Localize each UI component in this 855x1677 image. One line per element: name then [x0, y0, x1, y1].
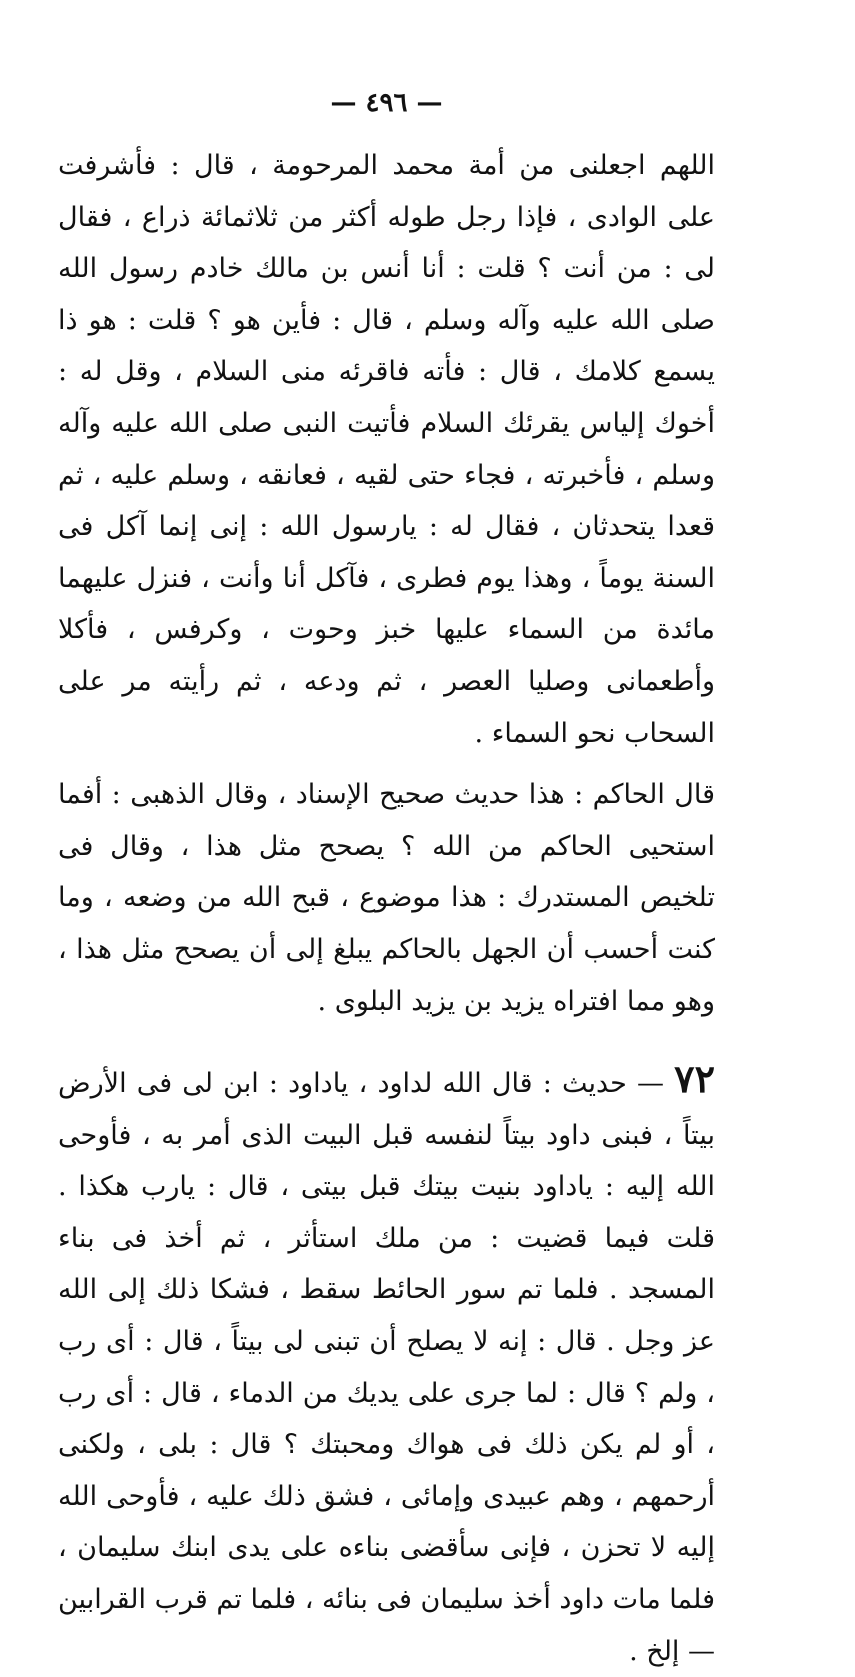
hadith-number: ٧٢ [674, 1056, 715, 1102]
paragraph-elias-story: اللهم اجعلنى من أمة محمد المرحومة ، قال : فأشرفت على الوادى ، فإذا رجل طوله أكثر من ثلاثمائة ذراع ، فقال لى : من أنت ؟ قلت : أنا أنس بن مالك خادم رسول الله صلى الله عليه وآله وسلم ، قال : فأين هو ؟ قلت : هو ذا يسمع كلامك ، قال : فأته فاقرئه منى السلام ، وقل له : أخوك إلياس يقرئك السلام فأتيت النبى صلى الله عليه وآله وسلم ، فأخبرته ، فجاء حتى لقيه ، فعانقه ، وسلم عليه ، ثم قعدا يتحدثان ، فقال له : يارسول الله : إنى إنما آكل فى السنة يوماً ، وهذا يوم فطرى ، فآكل أنا وأنت ، فنزل عليهما مائدة من السماء عليها خبز وحوت ، وكرفس ، فأكلا وأطعمانى وصليا العصر ، ثم ودعه ، ثم رأيته مر على السحاب نحو السماء . [58, 150, 715, 749]
hadith-text: — حديث : قال الله لداود ، ياداود : ابن لى فى الأرض بيتاً ، فبنى داود بيتاً لنفسه قبل البيت الذى أمر به ، فأوحى الله إليه : ياداود بنيت بيتك قبل بيتى ، قال : يارب هكذا . قلت فيما قضيت : من ملك استأثر ، ثم أخذ فى بناء المسجد . فلما تم سور الحائط سقط ، فشكا ذلك إلى الله عز وجل . قال : إنه لا يصلح أن تبنى لى بيتاً ، قال : أى رب ، ولم ؟ قال : لما جرى على يديك من الدماء ، قال : أى رب ، أو لم يكن ذلك فى هواك ومحبتك ؟ قال : بلى ، ولكنى أرحمهم ، وهم عبيدى وإمائى ، فشق ذلك عليه ، فأوحى الله إليه لا تحزن ، فإنى سأقضى بناءه على يدى ابنك سليمان ، فلما مات داود أخذ سليمان فى بنائه ، فلما تم قرب القرابين — إلخ . [58, 1068, 715, 1667]
page-number: — ٤٩٦ — [330, 88, 443, 118]
paragraph-hakim-commentary: قال الحاكم : هذا حديث صحيح الإسناد ، وقال الذهبى : أفما استحيى الحاكم من الله ؟ يصحح مثل هذا ، وقال فى تلخيص المستدرك : هذا موضوع ، قبح الله من وضعه ، وما كنت أحسب أن الجهل بالحاكم يبلغ إلى أن يصحح مثل هذا ، وهو مما افتراه يزيد بن يزيد البلوى . [58, 779, 715, 1017]
hadith-entry [58, 1053, 715, 1677]
